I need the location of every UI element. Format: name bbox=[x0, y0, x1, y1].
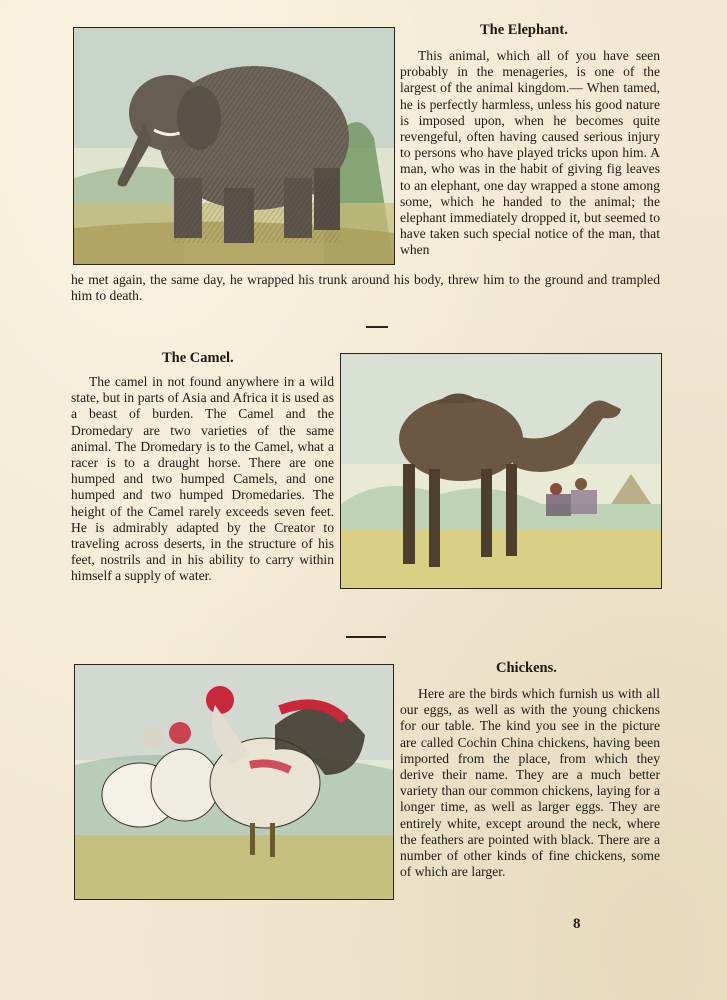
page-number: 8 bbox=[573, 916, 581, 932]
chickens-illustration bbox=[74, 664, 394, 900]
elephant-title: The Elephant. bbox=[480, 22, 568, 38]
camel-title: The Camel. bbox=[162, 350, 234, 366]
camel-illustration bbox=[340, 353, 662, 589]
section-divider bbox=[346, 636, 386, 638]
section-divider bbox=[366, 326, 388, 328]
chickens-text: Here are the birds which furnish us with all our eggs, as well as with the young chickens for our table. The kind you see in the picture are called Cochin China chickens, having been imported from the place, from which they derive their name. They are a much better variety than our common chickens, laying for a longer time, as well as larger eggs. They are entirely white, except around the neck, where the feathers are pointed with black. There are a number of other kinds of fine chickens, some of which are larger. bbox=[400, 686, 660, 880]
chickens-title: Chickens. bbox=[496, 660, 557, 676]
elephant-text-continued: he met again, the same day, he wrapped his trunk around his body, threw him to the ground and trampled him to death. bbox=[71, 272, 660, 304]
camel-text: The camel in not found anywhere in a wild state, but in parts of Asia and Africa it is used as a beast of burden. The Camel and the Dromedary are two varieties of the same animal. The Dromedary is to the Camel, what a racer is to a draught horse. There are one humped and two humped Camels, and one humped and two humped Dromedaries. The height of the Camel rarely exceeds seven feet. He is admirably adapted by the Creator to traveling across deserts, in the structure of his feet, nostrils and in his ability to carry within himself a supply of water. bbox=[71, 374, 334, 584]
elephant-illustration bbox=[73, 27, 395, 265]
elephant-text: This animal, which all of you have seen probably in the menageries, is one of the largest of the animal kingdom.— When tamed, he is perfectly harmless, unless his good nature is imposed upon, when he becomes quite revengeful, often having caused serious injury to persons who have played tricks upon him. A man, who was in the habit of giving fig leaves to an elephant, one day wrapped a stone among some, which he handed to the animal; the elephant immediately dropped it, but seemed to have taken such special notice of the man, that when bbox=[400, 48, 660, 258]
